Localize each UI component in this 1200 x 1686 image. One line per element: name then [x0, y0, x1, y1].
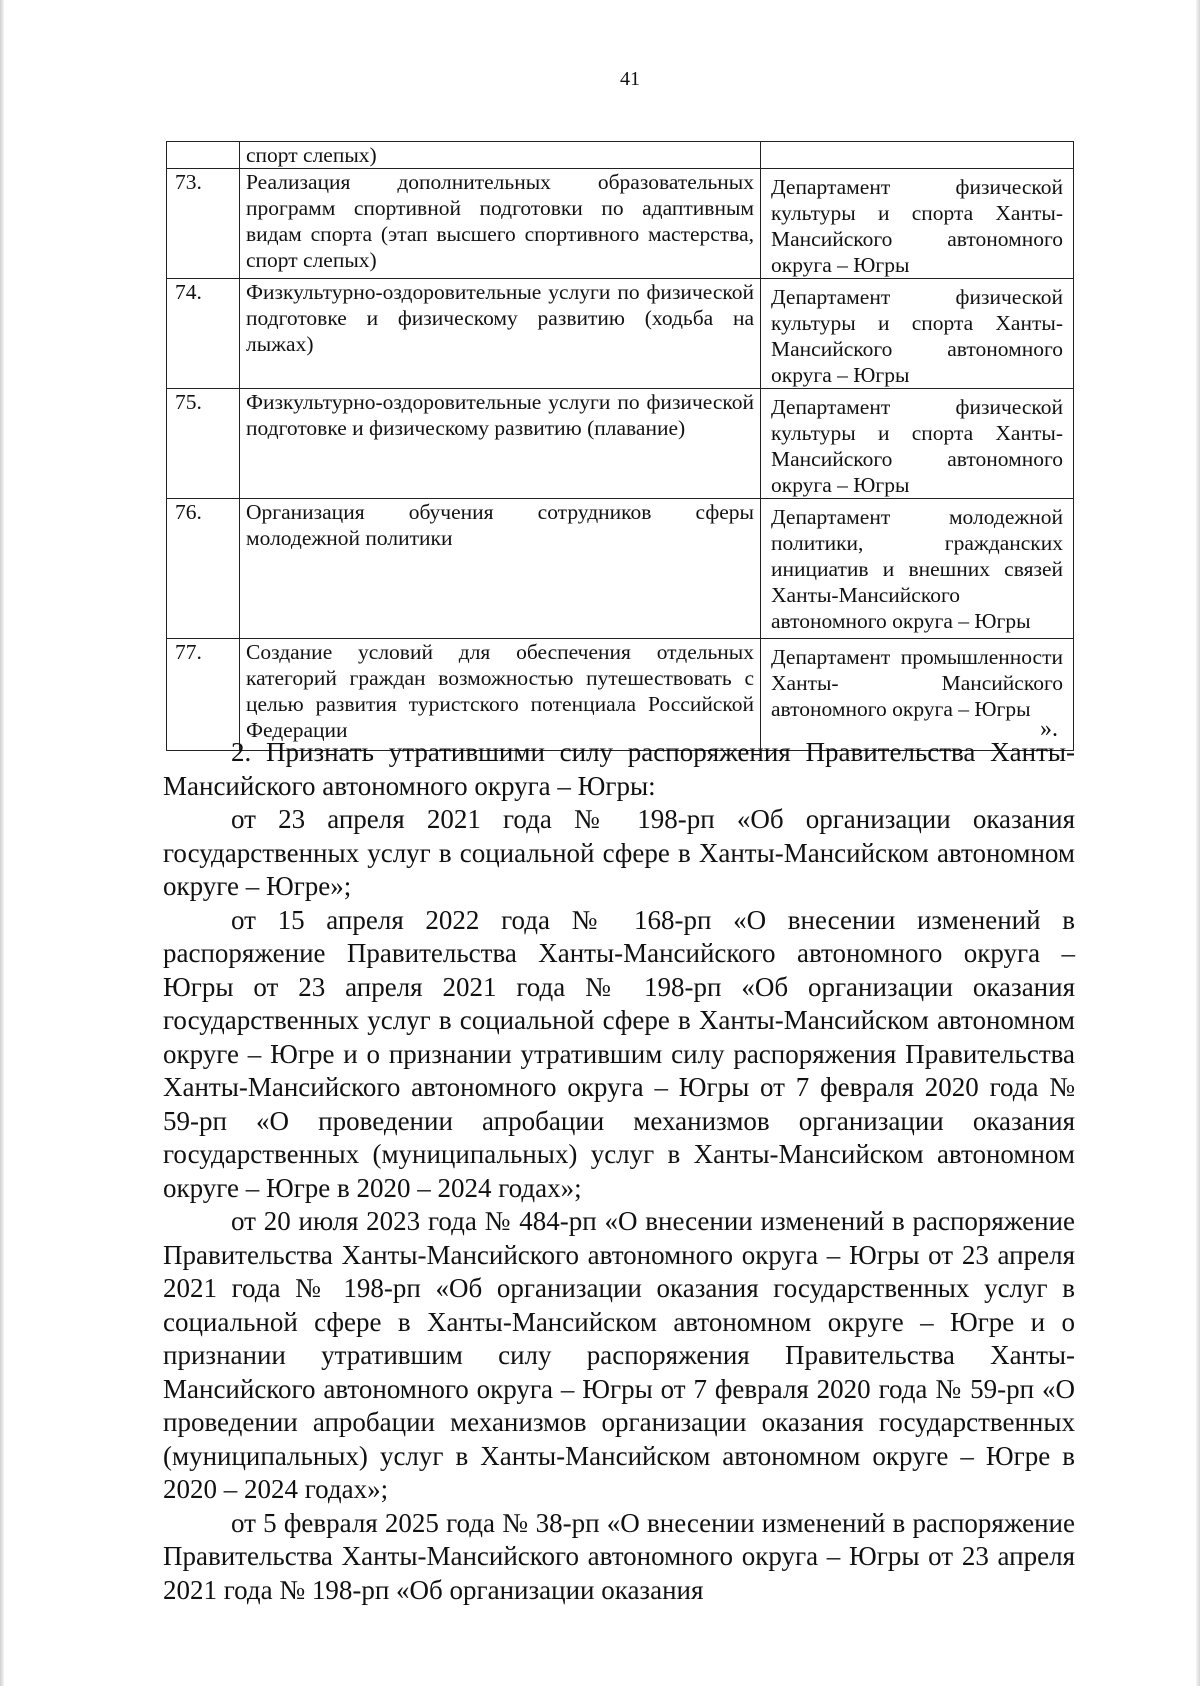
scan-edge-right: [1196, 0, 1200, 1686]
responsible-department: Департамент физической культуры и спорта Ханты- Мансийского автономного округа – Югры: [761, 389, 1074, 499]
paragraph: от 5 февраля 2025 года № 38-рп «О внесении изменений в распоряжение Правительства Ханты-Мансийского автономного округа – Югры от 23 апреля 2021 года № 198-рп «Об организации оказания: [163, 1507, 1075, 1605]
row-number: 76.: [167, 499, 240, 639]
paragraph: от 23 апреля 2021 года № 198-рп «Об организации оказания государственных услуг в социальной сфере в Ханты-Мансийском автономном округе – Югре»;: [163, 804, 1075, 901]
paragraph: от 15 апреля 2022 года № 168-рп «О внесении изменений в распоряжение Правительства Ханты-Мансийского автономного округа – Югры от 23 апреля 2021 года № 198-рп «Об организации оказания государственных услуг в социальной сфере в Ханты-Мансийском автономном округе – Югре и о признании утратившим силу распоряжения Правительства Ханты-Мансийского автономного округа – Югры от 7 февраля 2020 года № 59-рп «О проведении апробации механизмов организации оказания государственных (муниципальных) услуг в Ханты-Мансийском автономном округе – Югре в 2020 – 2024 годах»;: [163, 904, 1075, 1203]
row-number: [167, 142, 240, 169]
row-number: 74.: [167, 279, 240, 389]
row-number: 73.: [167, 169, 240, 279]
table-row: [167, 169, 1074, 279]
page-number: 41: [620, 68, 640, 90]
table-row: [167, 142, 1074, 169]
responsible-department: Департамент физической культуры и спорта Ханты- Мансийского автономного округа – Югры: [761, 169, 1074, 279]
table-row: [167, 389, 1074, 499]
responsible-department: Департамент молодежной политики, гражданских инициатив и внешних связей Ханты-Мансийского автономного округа – Югры: [761, 499, 1074, 639]
paragraph: 2. Признать утратившими силу распоряжения Правительства Ханты-Мансийского автономного округа – Югры:: [163, 737, 1075, 801]
row-number: 77.: [167, 639, 240, 751]
service-name: Физкультурно-оздоровительные услуги по физической подготовке и физическому развитию (ходьба на лыжах): [240, 279, 761, 389]
table-row: [167, 499, 1074, 639]
service-name: Создание условий для обеспечения отдельных категорий граждан возможностью путешествовать с целью развития туристского потенциала Российской Федерации: [240, 639, 761, 751]
table-row: [167, 639, 1074, 751]
service-name: Физкультурно-оздоровительные услуги по физической подготовке и физическому развитию (плавание): [240, 389, 761, 499]
service-name: спорт слепых): [240, 142, 761, 169]
table-closing-quote: ».: [1040, 716, 1058, 742]
responsible-department: Департамент физической культуры и спорта Ханты- Мансийского автономного округа – Югры: [761, 279, 1074, 389]
responsible-department: [761, 142, 1074, 169]
row-number: 75.: [167, 389, 240, 499]
document-body: [163, 736, 1075, 1607]
scan-edge-left: [0, 0, 4, 1686]
table-row: [167, 279, 1074, 389]
services-table: [166, 141, 1074, 751]
responsible-department: Департамент промышленности Ханты- Мансийского автономного округа – Югры: [761, 639, 1074, 751]
paragraph: от 20 июля 2023 года № 484-рп «О внесении изменений в распоряжение Правительства Ханты-Мансийского автономного округа – Югры от 23 апреля 2021 года № 198-рп «Об организации оказания государственных услуг в социальной сфере в Ханты-Мансийском автономном округе – Югре и о признании утратившим силу распоряжения Правительства Ханты-Мансийского автономного округа – Югры от 7 февраля 2020 года № 59-рп «О проведении апробации механизмов организации оказания государственных (муниципальных) услуг в Ханты-Мансийском автономном округе – Югре в 2020 – 2024 годах»;: [163, 1206, 1075, 1504]
service-name: Организация обучения сотрудников сферы молодежной политики: [240, 499, 761, 639]
service-name: Реализация дополнительных образовательных программ спортивной подготовки по адаптивным видам спорта (этап высшего спортивного мастерства, спорт слепых): [240, 169, 761, 279]
